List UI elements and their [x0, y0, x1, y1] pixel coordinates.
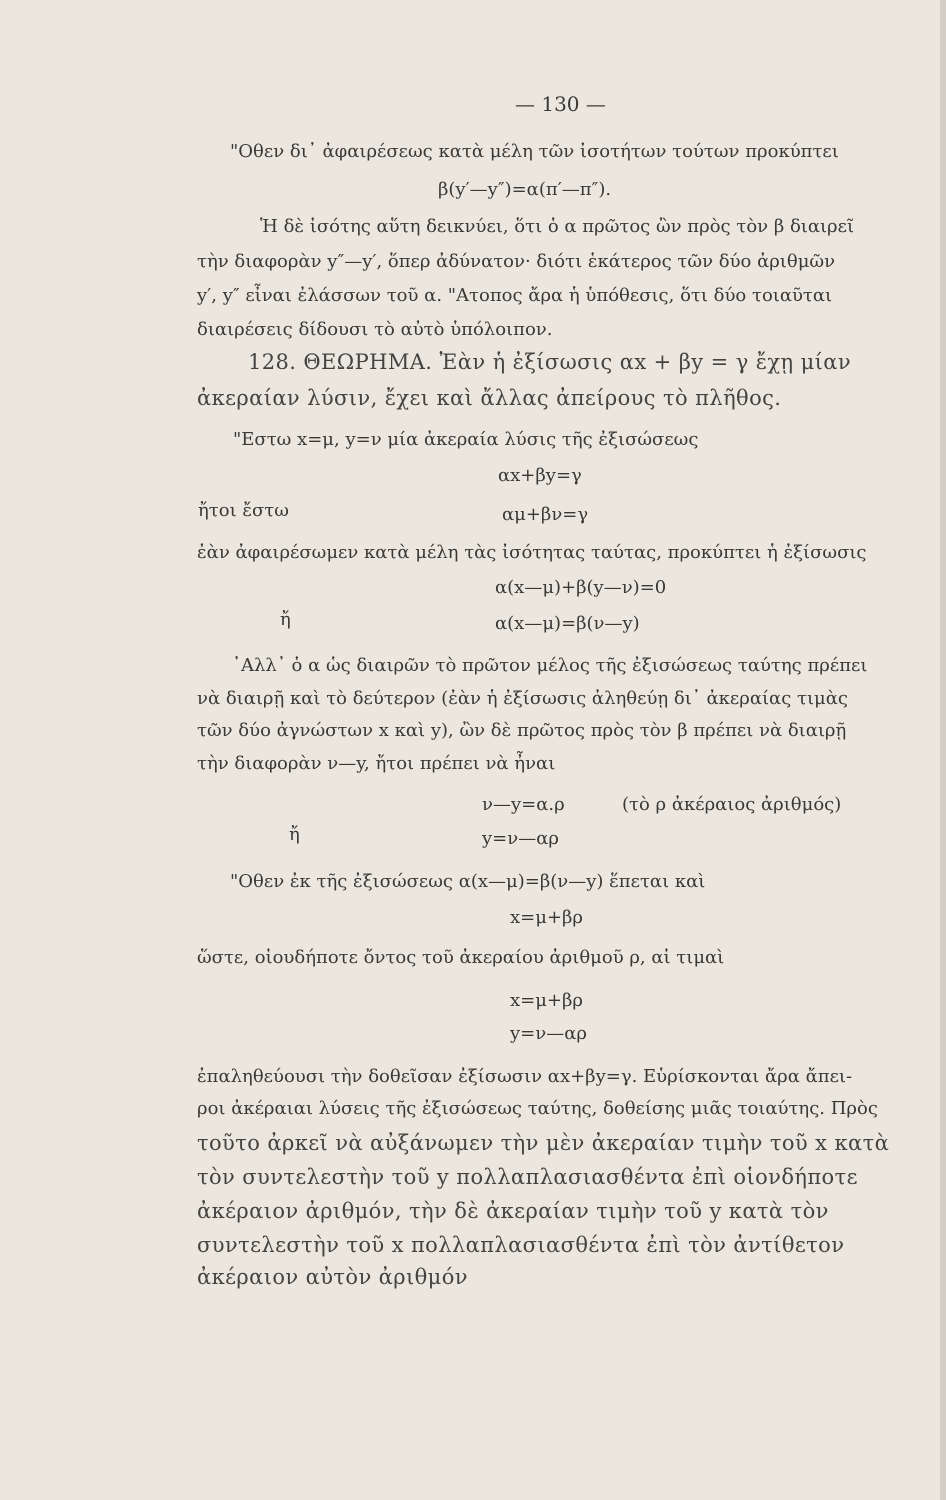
text-line: νὰ διαιρῇ καὶ τὸ δεύτερον (ἐὰν ἡ ἐξίσωσις ἀληθεύῃ δι᾽ ἀκεραίας τιμὰς — [197, 688, 848, 709]
text-line: τὴν διαφορὰν y″—y′, ὅπερ ἀδύνατον· διότι ἑκάτερος τῶν δύο ἀριθμῶν — [197, 251, 836, 272]
text-line: ἤ — [289, 824, 300, 845]
equation: α(x—μ)+β(y—ν)=0 — [495, 577, 667, 598]
text-line: ἤ — [280, 609, 291, 630]
text-line: Ἡ δὲ ἰσότης αὕτη δεικνύει, ὅτι ὁ α πρῶτος ὢν πρὸς τὸν β διαιρεῖ — [260, 216, 855, 237]
equation: αμ+βν=γ — [502, 504, 589, 525]
text-line: ἤτοι ἔστω — [198, 500, 289, 521]
text-line: "Οθεν ἐκ τῆς ἐξισώσεως α(x—μ)=β(ν—y) ἕπεται καὶ — [230, 871, 706, 892]
text-line: ροι ἀκέραιαι λύσεις τῆς ἐξισώσεως ταύτης, δοθείσης μιᾶς τοιαύτης. Πρὸς — [197, 1098, 878, 1119]
equation: y=ν—αρ — [482, 828, 559, 849]
text-line: ἐπαληθεύουσι τὴν δοθεῖσαν ἐξίσωσιν αx+βy=γ. Εὑρίσκονται ἄρα ἄπει- — [197, 1066, 853, 1087]
text-line: διαιρέσεις δίδουσι τὸ αὐτὸ ὑπόλοιπον. — [197, 319, 553, 340]
text-line: "Οθεν δι᾽ ἀφαιρέσεως κατὰ μέλη τῶν ἰσοτήτων τούτων προκύπτει — [230, 141, 839, 162]
equation: x=μ+βρ — [510, 907, 584, 928]
equation: αx+βy=γ — [498, 465, 582, 486]
page-edge — [940, 0, 946, 1500]
theorem-text: ἀκεραίαν λύσιν, ἔχει καὶ ἄλλας ἀπείρους τὸ πλῆθος. — [197, 386, 782, 410]
text-line: ἀκέραιον ἀριθμόν, τὴν δὲ ἀκεραίαν τιμὴν τοῦ y κατὰ τὸν — [197, 1199, 829, 1223]
text-line: ὥστε, οἱουδήποτε ὄντος τοῦ ἀκεραίου ἀριθμοῦ ρ, αἱ τιμαὶ — [197, 947, 725, 968]
equation: x=μ+βρ — [510, 990, 584, 1011]
equation: y=ν—αρ — [510, 1023, 587, 1044]
text-line: ᾽Αλλ᾽ ὁ α ὡς διαιρῶν τὸ πρῶτον μέλος τῆς ἐξισώσεως ταύτης πρέπει — [232, 655, 868, 676]
text-line: τὸν συντελεστὴν τοῦ y πολλαπλασιασθέντα ἐπὶ οἱονδήποτε — [197, 1165, 858, 1189]
text-line: ἐὰν ἀφαιρέσωμεν κατὰ μέλη τὰς ἰσότητας ταύτας, προκύπτει ἡ ἐξίσωσις — [197, 542, 867, 563]
text-line: ἀκέραιον αὐτὸν ἀριθμόν — [197, 1265, 468, 1289]
theorem-heading: 128. ΘΕΩΡΗΜΑ. Ἐὰν ἡ ἐξίσωσις αx + βy = γ ἔχῃ μίαν — [248, 350, 852, 374]
text-line: τῶν δύο ἀγνώστων x καὶ y), ὢν δὲ πρῶτος πρὸς τὸν β πρέπει νὰ διαιρῇ — [197, 720, 847, 741]
text-line: "Εστω x=μ, y=ν μία ἀκεραία λύσις τῆς ἐξισώσεως — [233, 429, 699, 450]
equation: ν—y=α.ρ — [482, 794, 565, 815]
page-number: — 130 — — [515, 92, 606, 116]
text-line: τοῦτο ἀρκεῖ νὰ αὐξάνωμεν τὴν μὲν ἀκεραίαν τιμὴν τοῦ x κατὰ — [197, 1131, 890, 1155]
text-line: τὴν διαφορὰν ν—y, ἤτοι πρέπει νὰ ἦναι — [197, 753, 556, 774]
equation: α(x—μ)=β(ν—y) — [495, 613, 640, 634]
equation: β(y′—y″)=α(π′—π″). — [438, 179, 612, 200]
text-line: (τὸ ρ ἀκέραιος ἀριθμός) — [622, 794, 842, 815]
text-line: y′, y″ εἶναι ἐλάσσων τοῦ α. "Ατοπος ἄρα ἡ ὑπόθεσις, ὅτι δύο τοιαῦται — [197, 285, 833, 306]
text-line: συντελεστὴν τοῦ x πολλαπλασιασθέντα ἐπὶ τὸν ἀντίθετον — [197, 1233, 845, 1257]
